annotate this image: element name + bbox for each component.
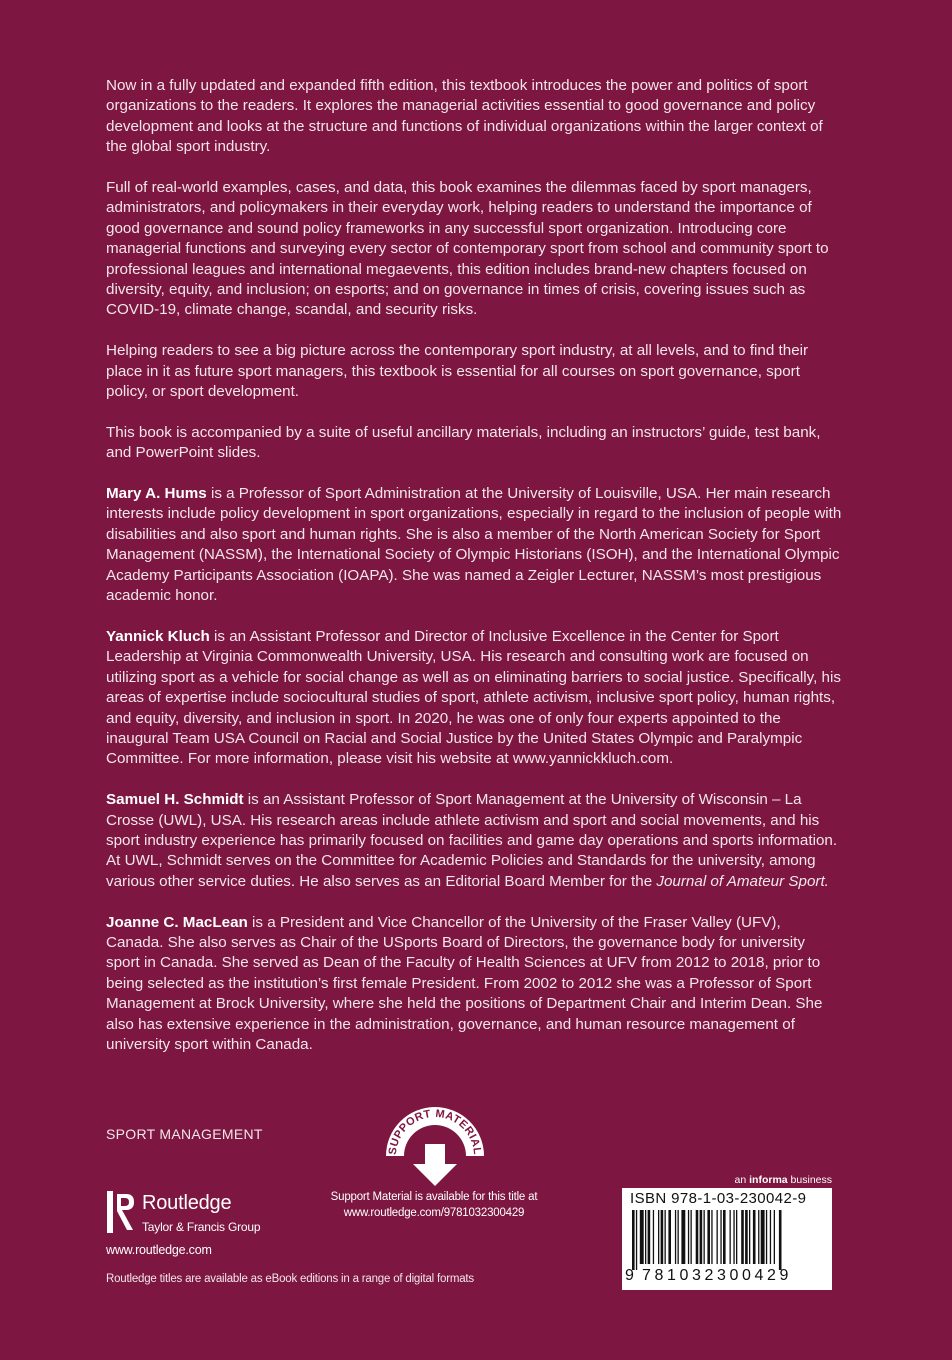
- barcode-bar: [665, 1210, 666, 1264]
- barcode-bar: [645, 1210, 646, 1264]
- support-material-badge: [380, 1106, 490, 1192]
- barcode-bar: [636, 1210, 637, 1270]
- barcode-bar: [736, 1210, 737, 1264]
- barcode-bar: [696, 1210, 699, 1264]
- publisher-website[interactable]: www.routledge.com: [106, 1243, 212, 1257]
- barcode-bar: [774, 1210, 775, 1264]
- barcode-bar: [668, 1210, 671, 1264]
- barcode-bar: [761, 1210, 765, 1264]
- barcode-bar: [711, 1210, 712, 1264]
- barcode-bar: [717, 1210, 718, 1264]
- barcode-bar: [658, 1210, 659, 1264]
- subject-category: SPORT MANAGEMENT: [106, 1126, 263, 1142]
- informa-tagline: an informa business: [734, 1174, 832, 1186]
- author-bio-maclean: [106, 913, 842, 1056]
- author-bio-text: is a President and Vice Chancellor of the University of the Fraser Valley (UFV), Canada. She also serves as Chair of the USports Board of Directors, the governance body for university sport in Canada. She served as Dean of the Faculty of Health Sciences at UFV from 2012 to 2018, prior to being selected as the institution’s first female President. From 2002 to 2012 she was a Professor of Sport Management at Brock University, where she held the positions of Department Chair and Interim Dean. She also has extensive experience in the administration, governance, and human resource management of university sport within Canada.: [106, 913, 823, 1053]
- author-bio-hums: [106, 484, 842, 606]
- barcode-bar: [688, 1210, 689, 1264]
- support-line-1: Support Material is available for this title at: [330, 1191, 538, 1203]
- barcode-bar: [648, 1210, 651, 1264]
- barcode-bar: [779, 1210, 782, 1270]
- barcode-bar: [733, 1210, 734, 1264]
- support-url[interactable]: www.routledge.com/9781032300429: [343, 1207, 525, 1219]
- barcode-bar: [661, 1210, 664, 1264]
- barcode-bar: [723, 1210, 726, 1264]
- barcode-bar: [675, 1210, 676, 1264]
- routledge-logo: [106, 1190, 306, 1240]
- barcode-bar: [707, 1210, 710, 1264]
- description-paragraph-2: Full of real-world examples, cases, and data, this book examines the dilemmas faced by sport managers, administrators, and policymakers in their everyday work, helping readers to understand the importance of good governance and sound policy frameworks in any successful sport organization. Introducing core managerial functions and surveying every sector of contemporary sport from school and community sport to professional leagues and international megaevents, this edition includes brand-new chapters focused on diversity, equity, and inclusion; on esports; and on governance in times of crisis, covering issues such as COVID-19, climate change, scandal, and security risks.: [106, 179, 829, 319]
- isbn-number: ISBN 978-1-03-230042-9: [630, 1190, 807, 1207]
- description-paragraph-3: Helping readers to see a big picture across the contemporary sport industry, at all levels, and to find their place in it as future sport managers, this textbook is essential for all courses on sport governance, sport policy, or sport development.: [106, 342, 809, 401]
- journal-title: Journal of Amateur Sport.: [656, 872, 829, 890]
- barcode-bar: [758, 1210, 759, 1264]
- barcode-bar: [730, 1210, 731, 1264]
- publisher-name: Routledge: [142, 1192, 232, 1214]
- barcode-bar: [653, 1210, 654, 1264]
- back-cover-text: [106, 76, 842, 1076]
- author-bio-text: is a Professor of Sport Administration at the University of Louisville, USA. Her main research interests include policy development in sport organizations, especially in regard to the inclusion of people with disabilities and also sport and human rights. She is also a member of the North American Society for Sport Management (NASSM), the International Society of Olympic Historians (ISOH), and the International Olympic Academy Participants Association (IOAPA). She was named a Zeigler Lecturer, NASSM’s most prestigious academic honor.: [106, 485, 842, 605]
- description-paragraph-1: Now in a fully updated and expanded fifth edition, this textbook introduces the power and politics of sport organizations to the readers. It explores the managerial activities essential to good governance and policy development and looks at the structure and functions of individual organizations within the larger context of the global sport industry.: [106, 77, 823, 156]
- barcode-bar: [632, 1210, 635, 1270]
- author-name: Mary A. Hums: [106, 485, 207, 503]
- isbn-barcode: [622, 1188, 832, 1290]
- author-bio-text: is an Assistant Professor of Sport Management at the University of Wisconsin – La Crosse (UWL), USA. His research areas include athlete activism and sport and social movements, and his sport industry experience has primarily focused on facilities and game day operations and sports information. At UWL, Schmidt serves on the Committee for Academic Policies and Standards for the university, among various other service duties. He also serves as an Editorial Board Member for the: [106, 791, 838, 890]
- ebook-note: Routledge titles are available as eBook editions in a range of digital formats: [106, 1273, 474, 1285]
- barcode-bars: [632, 1210, 822, 1270]
- support-badge-text: SUPPORT MATERIAL: [386, 1107, 484, 1156]
- description-paragraph-4: This book is accompanied by a suite of useful ancillary materials, including an instructors’ guide, test bank, and PowerPoint slides.: [106, 423, 821, 462]
- barcode-bar: [700, 1210, 703, 1264]
- barcode-remaining-digits: 781032300429: [642, 1267, 792, 1284]
- download-arrow-icon: [380, 1106, 490, 1192]
- routledge-r-icon: [106, 1190, 136, 1234]
- barcode-bar: [753, 1210, 756, 1264]
- author-name: Joanne C. MacLean: [106, 913, 248, 931]
- barcode-bar: [720, 1210, 721, 1264]
- author-bio-text: is an Assistant Professor and Director of Inclusive Excellence in the Center for Sport Leadership at Virginia Commonwealth University, USA. His research and consulting work are focused on utilizing sport as a vehicle for social change as well as on eliminating barriers to social justice. Specifically, his areas of expertise include sociocultural studies of sport, athlete activism, inclusive sport policy, human rights, and equity, diversity, and inclusion in sport. In 2020, he was one of only four experts appointed to the inaugural Team USA Council on Racial and Social Justice by the United States Olympic and Paralympic Committee. For more information, please visit his website at www.yannickkluch.com.: [106, 627, 841, 768]
- support-material-note: [300, 1189, 568, 1221]
- author-name: Yannick Kluch: [106, 627, 210, 645]
- barcode-bar: [741, 1210, 744, 1264]
- informa-brand: informa: [749, 1174, 788, 1186]
- barcode-bar: [691, 1210, 692, 1264]
- barcode-first-digit: 9: [625, 1267, 638, 1284]
- barcode-bar: [749, 1210, 750, 1264]
- author-bio-schmidt: [106, 790, 842, 892]
- barcode-bar: [766, 1210, 767, 1264]
- barcode-bar: [678, 1210, 679, 1264]
- barcode-bar: [681, 1210, 685, 1264]
- author-bio-kluch: [106, 627, 842, 770]
- barcode-bar: [770, 1210, 771, 1264]
- barcode-bar: [704, 1210, 705, 1264]
- publisher-group: Taylor & Francis Group: [142, 1220, 261, 1234]
- barcode-bar: [745, 1210, 748, 1264]
- barcode-bar: [640, 1210, 644, 1264]
- author-name: Samuel H. Schmidt: [106, 791, 244, 809]
